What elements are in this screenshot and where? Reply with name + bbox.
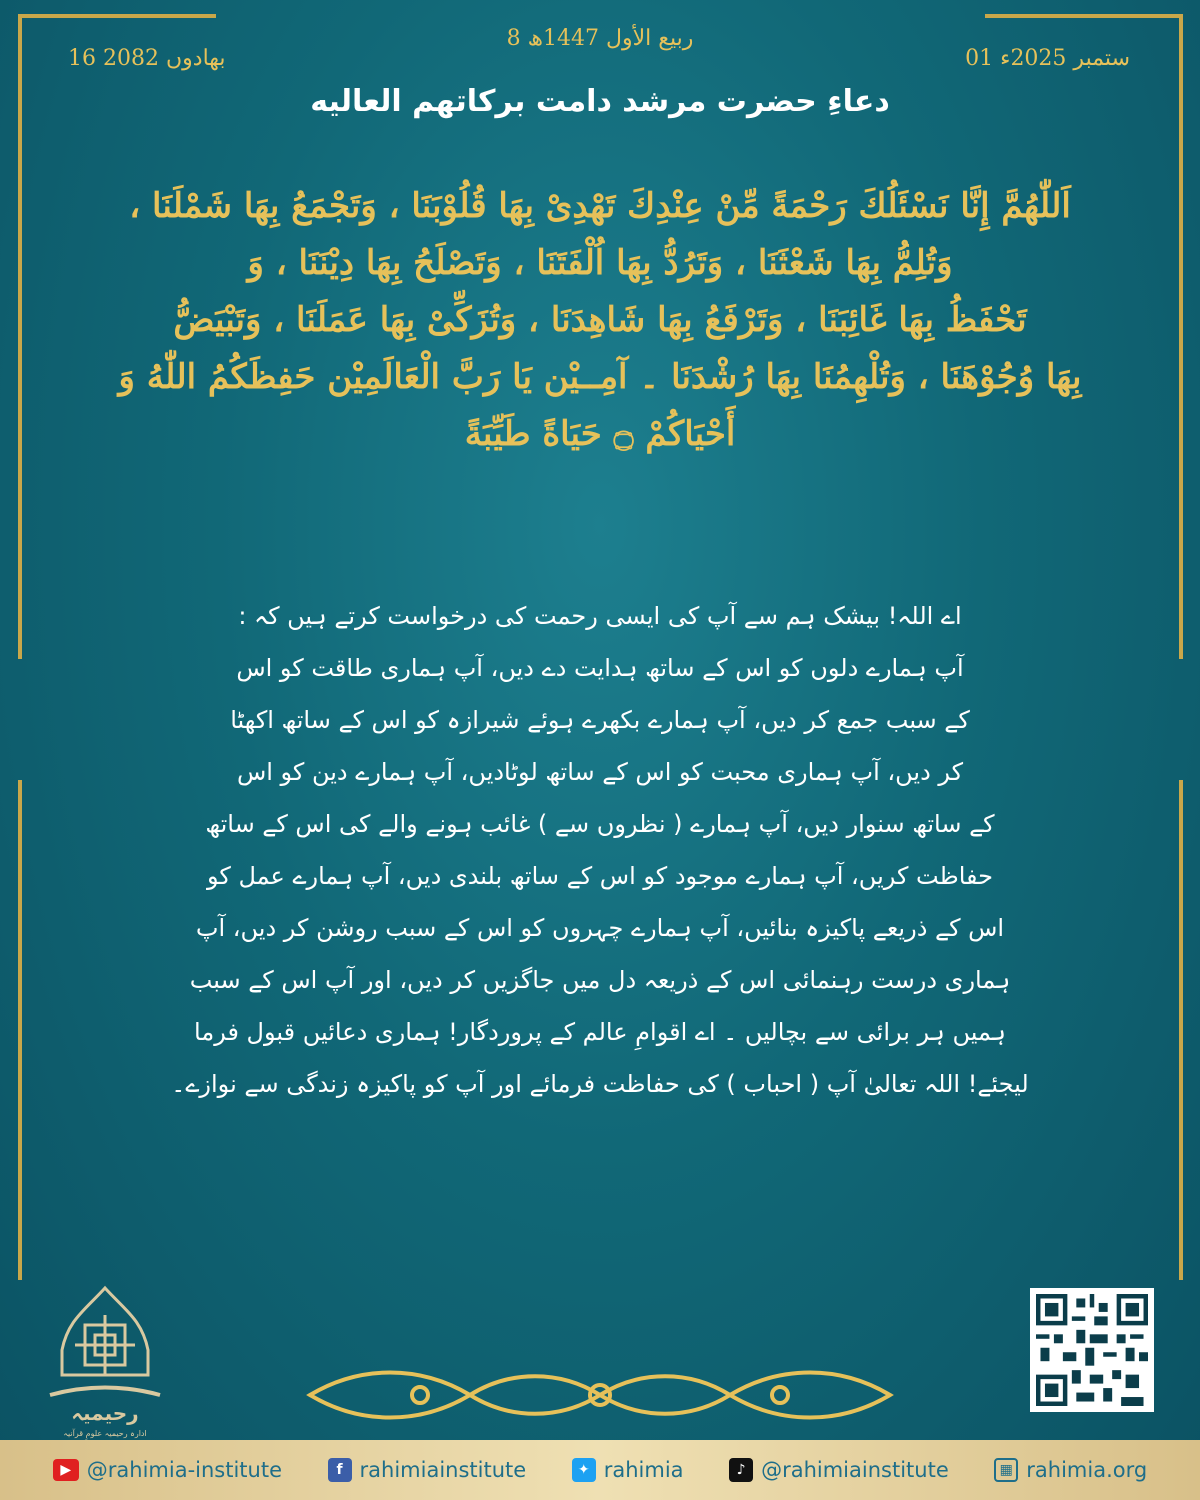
frame-top-right xyxy=(985,14,1183,18)
arabic-line: اَللّٰهُمَّ إِنَّا نَسْئَلُكَ رَحْمَةً مِّنْ عِنْدِكَ تَهْدِیْ بِهَا قُلُوْبَنَا ، وَتَجْمَعُ بِهَا شَمْلَنَا ، xyxy=(129,186,1071,226)
urdu-line: اس کے ذریعے پاکیزہ بنائیں، آپ ہمارے چہروں کو اس کے سبب روشن کر دیں، آپ xyxy=(195,914,1005,942)
date-gregorian: 01 ستمبر 2025ء xyxy=(965,46,1130,71)
twitter-icon: ✦ xyxy=(572,1458,596,1482)
svg-text:رحیمیہ: رحیمیہ xyxy=(71,1401,139,1425)
facebook-handle: rahimiainstitute xyxy=(359,1458,527,1482)
facebook-link[interactable] xyxy=(328,1458,527,1482)
tiktok-icon: ♪ xyxy=(729,1458,753,1482)
arabic-line: بِهَا وُجُوْهَنَا ، وَتُلْهِمُنَا بِهَا رُشْدَنَا ۔ آمِــيْن يَا رَبَّ الْعَالَمِيْن حَفِظَكُمُ اللّٰهُ وَ xyxy=(118,357,1082,397)
youtube-handle: @rahimia-institute xyxy=(86,1458,282,1482)
twitter-handle: rahimia xyxy=(603,1458,684,1482)
tiktok-handle: @rahimiainstitute xyxy=(761,1458,949,1482)
urdu-line: کر دیں، آپ ہماری محبت کو اس کے ساتھ لوٹادیں، آپ ہمارے دین کو اس xyxy=(236,758,964,786)
frame-top-left xyxy=(18,14,216,18)
qr-code-pattern xyxy=(1036,1294,1148,1406)
rahimia-logo xyxy=(40,1280,170,1440)
urdu-translation xyxy=(170,590,1030,1110)
website-url: rahimia.org xyxy=(1026,1458,1148,1482)
arabic-line: أَحْيَاكُمْ ۝ حَيَاةً طَيِّبَةً xyxy=(464,414,736,454)
date-hijri: 8 ربیع الأول 1447ھ xyxy=(506,26,694,51)
frame-left-lower xyxy=(18,780,22,1280)
arabic-line: وَتُلِمُّ بِهَا شَعْثَنَا ، وَتَرُدُّ بِهَا اُلْفَتَنَا ، وَتَصْلَحُ بِهَا دِيْنَنَا ، وَ xyxy=(247,243,953,283)
ornament-divider xyxy=(300,1360,900,1430)
website-icon: ▦ xyxy=(994,1458,1018,1482)
twitter-link[interactable] xyxy=(572,1458,684,1482)
page-title: دعاءِ حضرت مرشد دامت برکاتهم العاليه xyxy=(310,84,890,119)
youtube-link[interactable] xyxy=(53,1458,282,1482)
facebook-icon: f xyxy=(328,1458,352,1482)
tiktok-link[interactable] xyxy=(729,1458,949,1482)
urdu-line: ہماری درست رہنمائی اس کے ذریعہ دل میں جاگزیں کر دیں، اور آپ اس کے سبب xyxy=(189,966,1011,994)
footer-bar xyxy=(0,1440,1200,1500)
date-bikrami: 16 بھادوں 2082 xyxy=(68,46,226,71)
frame-right-lower xyxy=(1179,780,1183,1280)
website-link[interactable] xyxy=(994,1458,1147,1482)
urdu-line: اے اللہ! بیشک ہم سے آپ کی ایسی رحمت کی درخواست کرتے ہیں کہ : xyxy=(238,602,962,630)
urdu-line: کے سبب جمع کر دیں، آپ ہمارے بکھرے ہوئے شیرازہ کو اس کے ساتھ اکھٹا xyxy=(230,706,970,734)
urdu-line: ہمیں ہر برائی سے بچالیں ۔ اے اقوامِ عالم کے پروردگار! ہماری دعائیں قبول فرما xyxy=(194,1018,1006,1046)
arabic-line: تَحْفَظُ بِهَا غَائِبَنَا ، وَتَرْفَعُ بِهَا شَاهِدَنَا ، وَتُزَكِّیْ بِهَا عَمَلَنَا ، وَتَبْیَضُّ xyxy=(173,300,1027,340)
arabic-dua xyxy=(80,178,1120,463)
youtube-icon: ▶ xyxy=(53,1459,79,1481)
qr-code[interactable] xyxy=(1030,1288,1154,1412)
svg-text:ادارہ رحیمیہ علومِ قرآنیہ: ادارہ رحیمیہ علومِ قرآنیہ xyxy=(63,1429,147,1438)
urdu-line: کے ساتھ سنوار دیں، آپ ہمارے ( نظروں سے ) غائب ہونے والے کی اس کے ساتھ xyxy=(205,810,995,838)
urdu-line: لیجئے! اللہ تعالیٰ آپ ( احباب ) کی حفاظت فرمائے اور آپ کو پاکیزہ زندگی سے نوازے۔ xyxy=(171,1070,1029,1098)
urdu-line: حفاظت کریں، آپ ہمارے موجود کو اس کے ساتھ بلندی دیں، آپ ہمارے عمل کو xyxy=(207,862,993,890)
urdu-line: آپ ہمارے دلوں کو اس کے ساتھ ہدایت دے دیں، آپ ہماری طاقت کو اس xyxy=(236,654,964,682)
